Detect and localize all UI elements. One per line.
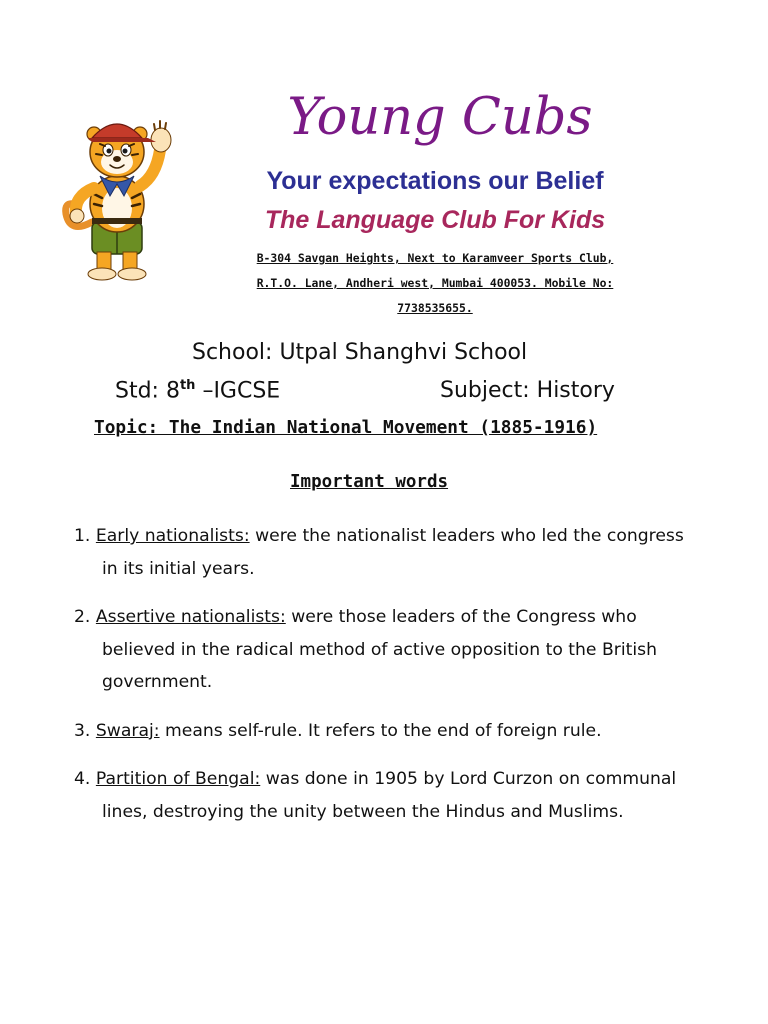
item-number: 2. [74, 607, 91, 627]
tiger-cub-mascot-icon [52, 104, 182, 286]
item-number: 1. [74, 526, 91, 546]
section-heading: Important words [290, 472, 449, 492]
definition: means self-rule. It refers to the end of foreign rule. [159, 720, 602, 741]
subject-label: Subject: History [440, 378, 615, 403]
definitions-list [74, 520, 694, 844]
term: Swaraj: [95, 720, 160, 741]
list-item [74, 715, 694, 748]
standard-prefix: Std: 8 [115, 378, 180, 404]
item-number: 4. [74, 769, 91, 789]
contact-address [196, 246, 674, 321]
list-item [74, 601, 694, 699]
address-line: B-304 Savgan Heights, Next to Karamveer Sports Club, [256, 251, 614, 265]
definition: were those leaders of the Congress who believed in the radical method of active opposition to the British government. [102, 607, 657, 692]
definition: was done in 1905 by Lord Curzon on communal lines, destroying the unity between the Hindus and Muslims. [102, 769, 677, 822]
topic-heading: Topic: The Indian National Movement (1885-1916) [94, 417, 598, 438]
list-item [74, 520, 694, 585]
address-line: R.T.O. Lane, Andheri west, Mumbai 400053. Mobile No: [256, 276, 614, 290]
standard-ordinal: th [179, 378, 196, 393]
brand-title: Young Cubs [287, 88, 593, 147]
list-item [74, 763, 694, 828]
school-name: School: Utpal Shanghvi School [192, 340, 528, 365]
term: Early nationalists: [95, 526, 250, 546]
term: Partition of Bengal: [95, 769, 261, 789]
definition: were the nationalist leaders who led the congress in its initial years. [102, 526, 684, 579]
standard-label [115, 378, 280, 403]
item-number: 3. [74, 720, 91, 741]
term: Assertive nationalists: [95, 607, 286, 627]
brand-subtitle: The Language Club For Kids [264, 206, 606, 234]
address-line: 7738535655. [397, 301, 473, 315]
standard-suffix: –IGCSE [195, 378, 281, 404]
brand-tagline: Your expectations our Belief [266, 167, 604, 195]
